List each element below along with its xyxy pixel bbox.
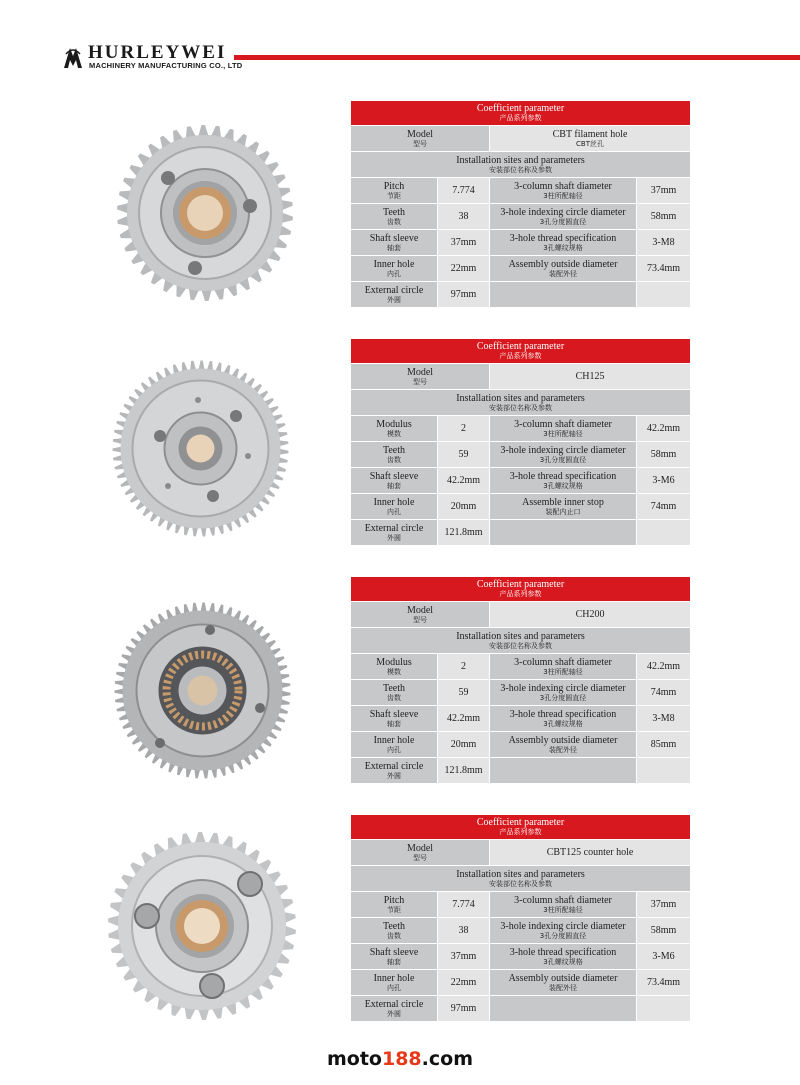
param-value xyxy=(637,654,691,680)
param-value xyxy=(637,970,691,996)
param-label-en: Modulus xyxy=(376,656,412,668)
table-row xyxy=(351,416,691,442)
param-value-text: 3-M8 xyxy=(652,236,675,248)
param-label-en: External circle xyxy=(364,284,424,296)
table-row xyxy=(351,442,691,468)
install-heading xyxy=(351,866,691,892)
param-value-text: 97mm xyxy=(450,288,477,300)
param-value-text: 38 xyxy=(458,210,469,222)
gear-image-4 xyxy=(102,826,302,1026)
param-label-zh: 齿数 xyxy=(387,931,401,940)
footer-text-a: moto xyxy=(326,1048,382,1070)
param-value-text: 74mm xyxy=(650,686,677,698)
model-label-en: Model xyxy=(406,366,434,378)
param-value-text: 37mm xyxy=(650,184,677,196)
param-value xyxy=(637,282,691,308)
param-label xyxy=(351,256,438,282)
param-label xyxy=(351,282,438,308)
param-label-zh: 模数 xyxy=(387,667,401,676)
param-label-en: Shaft sleeve xyxy=(369,708,419,720)
param-label-en: Teeth xyxy=(382,444,406,456)
model-value xyxy=(490,126,691,152)
param-value xyxy=(637,256,691,282)
param-label xyxy=(351,204,438,230)
table-row xyxy=(351,680,691,706)
param-value xyxy=(438,256,490,282)
param-label xyxy=(490,204,637,230)
param-label-zh: 齿数 xyxy=(387,693,401,702)
param-label-en: Modulus xyxy=(376,418,412,430)
param-label-en: External circle xyxy=(364,998,424,1010)
param-label-zh: 3孔分度圆直径 xyxy=(539,217,587,226)
table-row xyxy=(351,892,691,918)
param-label-en: Shaft sleeve xyxy=(369,946,419,958)
spec-table xyxy=(350,814,691,1022)
param-label xyxy=(490,944,637,970)
param-value xyxy=(438,758,490,784)
param-label-zh: 节距 xyxy=(387,191,401,200)
param-value xyxy=(438,732,490,758)
param-value xyxy=(637,230,691,256)
param-label-zh: 外圆 xyxy=(387,771,401,780)
param-label xyxy=(351,996,438,1022)
install-zh: 安装部位名称及参数 xyxy=(489,641,553,650)
param-label-zh: 内孔 xyxy=(387,983,401,992)
model-value-en: CBT filament hole xyxy=(552,128,628,140)
param-label-en: Inner hole xyxy=(373,496,415,508)
param-label xyxy=(490,970,637,996)
param-value-text: 58mm xyxy=(650,210,677,222)
param-value xyxy=(637,996,691,1022)
param-label-zh: 内孔 xyxy=(387,745,401,754)
param-value-text: 58mm xyxy=(650,924,677,936)
param-value-text: 85mm xyxy=(650,738,677,750)
install-en: Installation sites and parameters xyxy=(456,392,585,404)
gear-image-3 xyxy=(110,598,295,783)
param-value xyxy=(438,442,490,468)
model-value-en: CH200 xyxy=(575,608,605,620)
brand-name: HURLEYWEI xyxy=(88,42,227,63)
param-value xyxy=(637,732,691,758)
param-value-text: 97mm xyxy=(450,1002,477,1014)
param-value xyxy=(637,468,691,494)
param-value-text: 59 xyxy=(458,686,469,698)
param-value xyxy=(438,520,490,546)
param-label xyxy=(490,468,637,494)
table-row xyxy=(351,520,691,546)
param-label-zh: 节距 xyxy=(387,905,401,914)
param-value xyxy=(438,282,490,308)
table-row xyxy=(351,256,691,282)
param-label xyxy=(490,520,637,546)
gear-image-1 xyxy=(110,118,300,308)
param-label xyxy=(351,520,438,546)
param-label-en: 3-hole indexing circle diameter xyxy=(500,920,626,932)
param-label-zh: 模数 xyxy=(387,429,401,438)
table-row xyxy=(351,706,691,732)
param-value xyxy=(438,494,490,520)
header-zh: 产品系列参数 xyxy=(499,114,542,122)
install-heading xyxy=(351,390,691,416)
param-label xyxy=(351,654,438,680)
install-zh: 安装部位名称及参数 xyxy=(489,879,553,888)
param-value xyxy=(438,468,490,494)
param-label-zh: 齿数 xyxy=(387,455,401,464)
param-label-en: Assembly outside diameter xyxy=(508,258,618,270)
param-value-text: 42.2mm xyxy=(446,474,481,486)
param-label-en: External circle xyxy=(364,760,424,772)
param-label-en: Shaft sleeve xyxy=(369,470,419,482)
param-label-en: External circle xyxy=(364,522,424,534)
param-value xyxy=(438,706,490,732)
param-value xyxy=(637,204,691,230)
param-label xyxy=(490,758,637,784)
header-en: Coefficient parameter xyxy=(476,341,565,352)
param-label-en: Inner hole xyxy=(373,734,415,746)
param-label-en: Assembly outside diameter xyxy=(508,734,618,746)
table-row xyxy=(351,468,691,494)
param-label xyxy=(351,706,438,732)
table-header xyxy=(351,101,691,126)
param-label-en: 3-hole thread specification xyxy=(509,470,617,482)
param-label-en: Inner hole xyxy=(373,972,415,984)
param-label xyxy=(351,442,438,468)
param-label-en: 3-hole thread specification xyxy=(509,708,617,720)
header-divider xyxy=(234,55,800,60)
table-row xyxy=(351,178,691,204)
param-label-zh: 装配外径 xyxy=(549,269,577,278)
param-label-zh: 3孔螺纹规格 xyxy=(543,243,583,252)
param-label-en: 3-hole thread specification xyxy=(509,232,617,244)
param-value-text: 7.774 xyxy=(452,898,475,910)
param-label xyxy=(351,178,438,204)
spec-table xyxy=(350,338,691,546)
param-value-text: 20mm xyxy=(450,500,477,512)
param-value xyxy=(438,892,490,918)
table-row xyxy=(351,918,691,944)
model-label-zh: 型号 xyxy=(413,853,427,862)
param-label xyxy=(490,416,637,442)
param-value-text: 3-M8 xyxy=(652,712,675,724)
param-label-zh: 外圆 xyxy=(387,533,401,542)
footer-watermark xyxy=(0,1048,800,1070)
param-label-zh: 3孔螺纹规格 xyxy=(543,957,583,966)
model-value-zh: CBT丝孔 xyxy=(576,139,604,148)
model-label-zh: 型号 xyxy=(413,615,427,624)
table-header xyxy=(351,339,691,364)
param-label-en: 3-hole indexing circle diameter xyxy=(500,206,626,218)
table-row xyxy=(351,944,691,970)
param-value-text: 3-M6 xyxy=(652,474,675,486)
param-value-text: 37mm xyxy=(450,950,477,962)
param-label-en: Teeth xyxy=(382,206,406,218)
param-label xyxy=(490,732,637,758)
param-value-text: 42.2mm xyxy=(446,712,481,724)
param-label xyxy=(490,654,637,680)
table-row xyxy=(351,970,691,996)
model-value-en: CBT125 counter hole xyxy=(546,846,634,858)
param-label-en: Pitch xyxy=(383,180,405,192)
param-label-zh: 轴套 xyxy=(387,957,401,966)
param-value-text: 2 xyxy=(461,422,466,434)
param-value xyxy=(438,918,490,944)
param-label xyxy=(351,494,438,520)
param-value-text: 37mm xyxy=(450,236,477,248)
param-label-zh: 3柱所配轴径 xyxy=(543,905,583,914)
param-label xyxy=(351,944,438,970)
header-en: Coefficient parameter xyxy=(476,817,565,828)
spec-table xyxy=(350,100,691,308)
param-label-zh: 装配外径 xyxy=(549,983,577,992)
param-label xyxy=(490,494,637,520)
param-label-zh: 轴套 xyxy=(387,719,401,728)
header-en: Coefficient parameter xyxy=(476,579,565,590)
model-label-en: Model xyxy=(406,842,434,854)
footer-text-c: .com xyxy=(421,1048,473,1070)
table-row xyxy=(351,230,691,256)
param-value xyxy=(637,520,691,546)
model-label-en: Model xyxy=(406,604,434,616)
param-label xyxy=(490,918,637,944)
brand-logo-icon xyxy=(62,44,84,70)
install-en: Installation sites and parameters xyxy=(456,630,585,642)
table-row xyxy=(351,758,691,784)
param-value-text: 74mm xyxy=(650,500,677,512)
param-label-zh: 外圆 xyxy=(387,1009,401,1018)
param-label-zh: 3孔分度圆直径 xyxy=(539,455,587,464)
param-value-text: 59 xyxy=(458,448,469,460)
param-label xyxy=(490,680,637,706)
model-value xyxy=(490,364,691,390)
param-label-zh: 齿数 xyxy=(387,217,401,226)
param-label-en: Assembly outside diameter xyxy=(508,972,618,984)
model-label xyxy=(351,126,490,152)
param-value-text: 20mm xyxy=(450,738,477,750)
param-label-zh: 外圆 xyxy=(387,295,401,304)
param-value-text: 38 xyxy=(458,924,469,936)
model-value-en: CH125 xyxy=(575,370,605,382)
param-value-text: 22mm xyxy=(450,262,477,274)
param-label xyxy=(490,706,637,732)
param-label-zh: 装配外径 xyxy=(549,745,577,754)
install-heading xyxy=(351,152,691,178)
param-value xyxy=(637,944,691,970)
param-label-zh: 装配内止口 xyxy=(545,507,581,516)
param-label xyxy=(490,256,637,282)
param-label-en: 3-hole indexing circle diameter xyxy=(500,444,626,456)
param-value xyxy=(438,178,490,204)
param-value-text: 22mm xyxy=(450,976,477,988)
param-value xyxy=(438,204,490,230)
param-value-text: 7.774 xyxy=(452,184,475,196)
param-value-text: 2 xyxy=(461,660,466,672)
table-row xyxy=(351,996,691,1022)
param-value xyxy=(438,970,490,996)
param-label-en: 3-hole indexing circle diameter xyxy=(500,682,626,694)
param-label xyxy=(351,680,438,706)
param-label-en: Teeth xyxy=(382,682,406,694)
param-label xyxy=(351,468,438,494)
param-label-zh: 内孔 xyxy=(387,507,401,516)
param-value-text: 58mm xyxy=(650,448,677,460)
param-value xyxy=(637,178,691,204)
table-row xyxy=(351,654,691,680)
param-label xyxy=(351,230,438,256)
param-label-zh: 3孔螺纹规格 xyxy=(543,719,583,728)
install-zh: 安装部位名称及参数 xyxy=(489,403,553,412)
param-label xyxy=(490,892,637,918)
header-zh: 产品系列参数 xyxy=(499,828,542,836)
model-label xyxy=(351,840,490,866)
param-label-zh: 轴套 xyxy=(387,243,401,252)
param-value-text: 121.8mm xyxy=(444,764,483,776)
install-zh: 安装部位名称及参数 xyxy=(489,165,553,174)
param-label xyxy=(490,996,637,1022)
param-value-text: 73.4mm xyxy=(646,976,681,988)
table-header xyxy=(351,577,691,602)
table-row xyxy=(351,282,691,308)
spec-table xyxy=(350,576,691,784)
param-value xyxy=(637,494,691,520)
param-value-text: 121.8mm xyxy=(444,526,483,538)
param-label xyxy=(351,416,438,442)
param-label xyxy=(490,178,637,204)
param-label xyxy=(351,918,438,944)
model-label-en: Model xyxy=(406,128,434,140)
param-value xyxy=(438,230,490,256)
param-label-en: Pitch xyxy=(383,894,405,906)
param-label-zh: 3柱所配轴径 xyxy=(543,429,583,438)
model-label-zh: 型号 xyxy=(413,139,427,148)
param-label-en: Assemble inner stop xyxy=(522,496,604,508)
param-value-text: 42.2mm xyxy=(646,660,681,672)
table-row xyxy=(351,494,691,520)
param-label-en: 3-column shaft diameter xyxy=(514,418,612,430)
table-row xyxy=(351,732,691,758)
param-label-zh: 3柱所配轴径 xyxy=(543,191,583,200)
param-value xyxy=(637,416,691,442)
param-value xyxy=(438,654,490,680)
param-value xyxy=(438,416,490,442)
param-label xyxy=(490,282,637,308)
param-label-en: 3-column shaft diameter xyxy=(514,180,612,192)
param-value xyxy=(637,680,691,706)
param-value-text: 42.2mm xyxy=(646,422,681,434)
param-label xyxy=(351,970,438,996)
install-heading xyxy=(351,628,691,654)
param-value-text: 73.4mm xyxy=(646,262,681,274)
param-value xyxy=(438,996,490,1022)
param-label-en: 3-column shaft diameter xyxy=(514,894,612,906)
table-header xyxy=(351,815,691,840)
model-label xyxy=(351,364,490,390)
param-label xyxy=(490,230,637,256)
brand-subtitle: MACHINERY MANUFACTURING CO., LTD xyxy=(89,61,243,70)
param-label-en: 3-hole thread specification xyxy=(509,946,617,958)
param-value xyxy=(637,442,691,468)
model-label xyxy=(351,602,490,628)
table-row xyxy=(351,204,691,230)
model-value xyxy=(490,840,691,866)
param-label-en: Teeth xyxy=(382,920,406,932)
param-label-zh: 轴套 xyxy=(387,481,401,490)
model-label-zh: 型号 xyxy=(413,377,427,386)
header-zh: 产品系列参数 xyxy=(499,590,542,598)
param-label-zh: 内孔 xyxy=(387,269,401,278)
page-header xyxy=(62,42,752,72)
param-label-en: 3-column shaft diameter xyxy=(514,656,612,668)
model-value xyxy=(490,602,691,628)
param-value xyxy=(637,892,691,918)
param-label xyxy=(351,732,438,758)
param-value xyxy=(637,758,691,784)
param-label-zh: 3孔螺纹规格 xyxy=(543,481,583,490)
gear-image-2 xyxy=(108,356,293,541)
header-zh: 产品系列参数 xyxy=(499,352,542,360)
header-en: Coefficient parameter xyxy=(476,103,565,114)
install-en: Installation sites and parameters xyxy=(456,154,585,166)
param-label xyxy=(351,892,438,918)
footer-text-b: 188 xyxy=(381,1048,422,1070)
param-value xyxy=(438,944,490,970)
param-label xyxy=(490,442,637,468)
param-label-zh: 3孔分度圆直径 xyxy=(539,693,587,702)
param-value xyxy=(637,918,691,944)
param-value xyxy=(637,706,691,732)
install-en: Installation sites and parameters xyxy=(456,868,585,880)
param-value-text: 37mm xyxy=(650,898,677,910)
param-label xyxy=(351,758,438,784)
param-label-en: Shaft sleeve xyxy=(369,232,419,244)
param-value-text: 3-M6 xyxy=(652,950,675,962)
param-label-zh: 3孔分度圆直径 xyxy=(539,931,587,940)
param-label-zh: 3柱所配轴径 xyxy=(543,667,583,676)
param-value xyxy=(438,680,490,706)
param-label-en: Inner hole xyxy=(373,258,415,270)
